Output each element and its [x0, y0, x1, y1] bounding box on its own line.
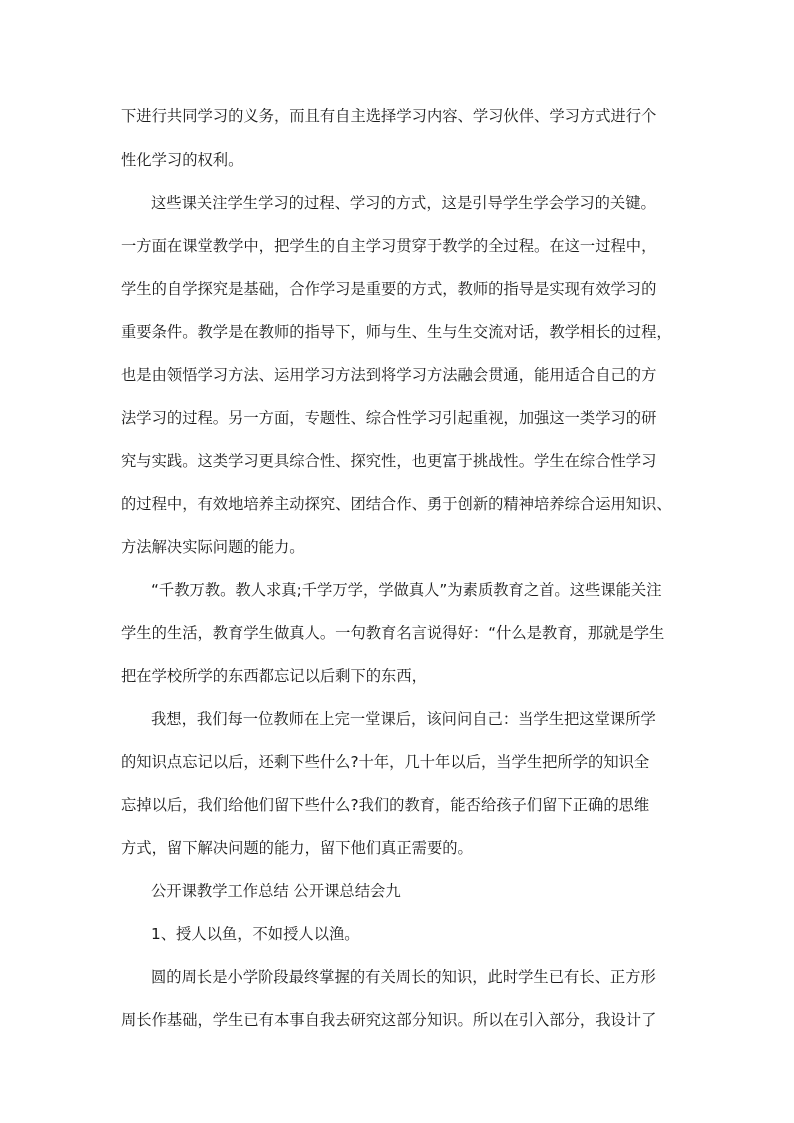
- text-line: 学生的生活，教育学生做真人。一句教育名言说得好：“什么是教育，那就是学生: [121, 624, 665, 642]
- text-line: 把在学校所学的东西都忘记以后剩下的东西，: [121, 667, 427, 685]
- text-line: 学生的自学探究是基础，合作学习是重要的方式，教师的指导是实现有效学习的: [121, 280, 657, 298]
- text-line: 方式，留下解决问题的能力，留下他们真正需要的。: [121, 839, 473, 857]
- text-line: 究与实践。这类学习更具综合性、探究性，也更富于挑战性。学生在综合性学习: [121, 452, 657, 470]
- text-line: 方法解决实际问题的能力。: [121, 538, 305, 556]
- list-item: 1、授人以鱼，不如授人以渔。: [151, 925, 360, 943]
- paragraph-start-line: 圆的周长是小学阶段最终掌握的有关周长的知识，此时学生已有长、正方形: [151, 968, 656, 986]
- text-line: 性化学习的权利。: [121, 151, 244, 169]
- paragraph-start-line: “千教万教。教人求真;千学万学，学做真人”为素质教育之首。这些课能关注: [151, 581, 662, 599]
- section-heading: 公开课教学工作总结 公开课总结会九: [151, 882, 401, 900]
- text-line: 周长作基础，学生已有本事自我去研究这部分知识。所以在引入部分，我设计了: [121, 1011, 657, 1029]
- text-line: 的知识点忘记以后，还剩下些什么?十年，几十年以后，当学生把所学的知识全: [121, 753, 650, 771]
- text-line: 一方面在课堂教学中，把学生的自主学习贯穿于教学的全过程。在这一过程中，: [121, 237, 657, 255]
- paragraph-start-line: 这些课关注学生学习的过程、学习的方式，这是引导学生学会学习的关键。: [151, 194, 656, 212]
- text-line: 下进行共同学习的义务，而且有自主选择学习内容、学习伙伴、学习方式进行个: [121, 107, 657, 125]
- text-line: 也是由领悟学习方法、运用学习方法到将学习方法融会贯通，能用适合自己的方: [121, 366, 657, 384]
- text-line: 忘掉以后，我们给他们留下些什么?我们的教育，能否给孩子们留下正确的思维: [121, 796, 650, 814]
- text-line: 的过程中，有效地培养主动探究、团结合作、勇于创新的精神培养综合运用知识、: [121, 495, 672, 513]
- text-line: 重要条件。教学是在教师的指导下，师与生、生与生交流对话，教学相长的过程，: [121, 323, 672, 341]
- paragraph-start-line: 我想，我们每一位教师在上完一堂课后，该问问自己：当学生把这堂课所学: [151, 710, 656, 728]
- text-line: 法学习的过程。另一方面，专题性、综合性学习引起重视，加强这一类学习的研: [121, 409, 657, 427]
